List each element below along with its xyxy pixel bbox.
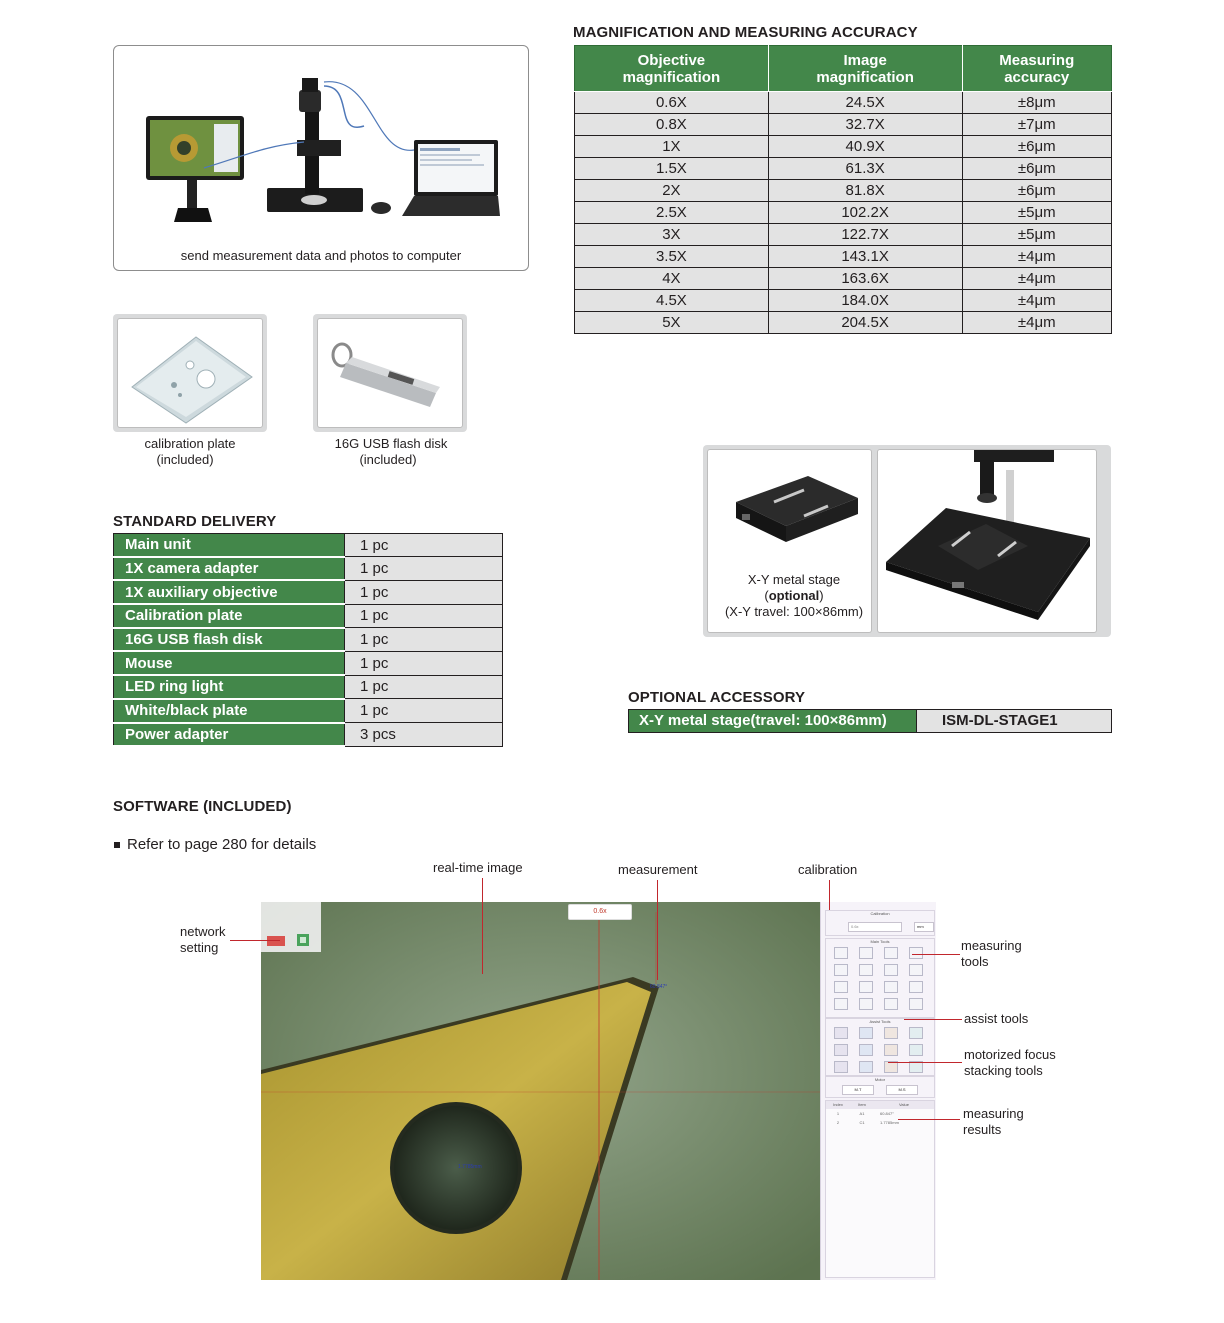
- motor-mt-button[interactable]: M.T: [842, 1085, 874, 1095]
- delivery-item-quantity: 1 pc: [345, 675, 503, 699]
- delivery-item-name: LED ring light: [114, 675, 345, 699]
- measuring-tool-button[interactable]: [834, 981, 848, 993]
- image-magnification-cell: 32.7X: [768, 114, 962, 136]
- optional-accessory-name: X-Y metal stage(travel: 100×86mm): [629, 710, 916, 732]
- results-row[interactable]: 1 A1 60.847°: [836, 1111, 894, 1116]
- optional-accessory-row: [628, 709, 1112, 733]
- assist-tools-section: [825, 1018, 935, 1076]
- mag-header-accuracy: Measuring accuracy: [962, 46, 1112, 92]
- delivery-row: [114, 723, 503, 747]
- delivery-item-quantity: 1 pc: [345, 628, 503, 652]
- xy-stage-caption-line1: X-Y metal stage: [747, 572, 841, 587]
- magnification-readout: 0.6x: [568, 904, 632, 920]
- assist-tool-button[interactable]: [909, 1044, 923, 1056]
- results-header-index: Index: [833, 1102, 843, 1107]
- calibration-select[interactable]: 0.6x: [848, 922, 902, 932]
- delivery-item-name: Mouse: [114, 651, 345, 675]
- image-magnification-cell: 102.2X: [768, 202, 962, 224]
- delivery-item-quantity: 1 pc: [345, 557, 503, 581]
- label-assist-tools: assist tools: [964, 1011, 1029, 1026]
- image-magnification-cell: 24.5X: [768, 92, 962, 114]
- magnification-table: [574, 45, 1112, 334]
- measuring-tool-button[interactable]: [884, 981, 898, 993]
- realtime-image: [261, 902, 821, 1280]
- standard-delivery-table: [113, 533, 503, 747]
- control-panel: [820, 902, 936, 1280]
- circle-value-label: 1.7785mm: [458, 1164, 482, 1170]
- image-magnification-cell: 122.7X: [768, 224, 962, 246]
- calibration-section-title: Calibration: [870, 911, 890, 916]
- calibration-plate-caption-line2: (included): [156, 452, 214, 467]
- magnification-row: [575, 136, 1112, 158]
- results-row[interactable]: 2 C1 1.7785mm: [836, 1120, 899, 1125]
- delivery-item-quantity: 1 pc: [345, 580, 503, 604]
- assist-tool-button[interactable]: [859, 1061, 873, 1073]
- assist-tool-button[interactable]: [834, 1027, 848, 1039]
- magnification-row: [575, 224, 1112, 246]
- measuring-accuracy-cell: ±4μm: [962, 290, 1112, 312]
- measuring-tool-button[interactable]: [909, 998, 923, 1010]
- calibration-plate-caption-line1: calibration plate: [144, 436, 236, 451]
- assist-tools-title: Assist Tools: [869, 1019, 891, 1024]
- measuring-accuracy-cell: ±7μm: [962, 114, 1112, 136]
- measuring-accuracy-cell: ±4μm: [962, 268, 1112, 290]
- calibration-plate-photo: [118, 319, 262, 427]
- magnification-row: [575, 114, 1112, 136]
- measuring-tool-button[interactable]: [834, 998, 848, 1010]
- delivery-item-name: Calibration plate: [114, 604, 345, 628]
- magnification-row: [575, 290, 1112, 312]
- delivery-item-quantity: 3 pcs: [345, 723, 503, 747]
- results-header-value: Value: [899, 1102, 909, 1107]
- magnification-row: [575, 180, 1112, 202]
- leader-realtime: [482, 878, 483, 974]
- delivery-item-name: 16G USB flash disk: [114, 628, 345, 652]
- measuring-tool-button[interactable]: [859, 964, 873, 976]
- results-header-row: [826, 1101, 934, 1109]
- magnification-row: [575, 202, 1112, 224]
- xy-stage-large-photo: [878, 450, 1096, 632]
- objective-magnification-cell: 0.8X: [575, 114, 769, 136]
- software-screenshot: [261, 902, 936, 1280]
- software-bullet: Refer to page 280 for details: [114, 836, 316, 853]
- xy-stage-caption-line3: (X-Y travel: 100×86mm): [724, 604, 864, 619]
- objective-magnification-cell: 4.5X: [575, 290, 769, 312]
- leader-measuring-results: [898, 1119, 960, 1120]
- delivery-item-name: White/black plate: [114, 699, 345, 723]
- measuring-tool-button[interactable]: [909, 947, 923, 959]
- objective-magnification-cell: 5X: [575, 312, 769, 334]
- measuring-tool-button[interactable]: [834, 947, 848, 959]
- magnification-row: [575, 268, 1112, 290]
- magnification-title: MAGNIFICATION AND MEASURING ACCURACY: [573, 24, 918, 41]
- measuring-accuracy-cell: ±5μm: [962, 202, 1112, 224]
- assist-tool-button[interactable]: [859, 1027, 873, 1039]
- assist-tool-button[interactable]: [884, 1027, 898, 1039]
- image-magnification-cell: 81.8X: [768, 180, 962, 202]
- image-magnification-cell: 184.0X: [768, 290, 962, 312]
- measuring-accuracy-cell: ±8μm: [962, 92, 1112, 114]
- measuring-tool-button[interactable]: [859, 981, 873, 993]
- xy-stage-caption: [708, 572, 872, 620]
- measuring-accuracy-cell: ±6μm: [962, 136, 1112, 158]
- image-magnification-cell: 143.1X: [768, 246, 962, 268]
- system-photo-frame: [113, 45, 529, 271]
- magnification-row: [575, 158, 1112, 180]
- results-header-item: Item: [858, 1102, 866, 1107]
- magnification-row: [575, 246, 1112, 268]
- objective-magnification-cell: 1.5X: [575, 158, 769, 180]
- delivery-item-quantity: 1 pc: [345, 604, 503, 628]
- measurement-value-label: 60.847°: [650, 984, 668, 990]
- assist-tool-button[interactable]: [834, 1061, 848, 1073]
- usb-flash-disk-caption-line2: (included): [359, 452, 417, 467]
- objective-magnification-cell: 3.5X: [575, 246, 769, 268]
- delivery-row: [114, 628, 503, 652]
- objective-magnification-cell: 0.6X: [575, 92, 769, 114]
- image-magnification-cell: 163.6X: [768, 268, 962, 290]
- leader-assist-tools: [904, 1019, 962, 1020]
- standard-delivery-title: STANDARD DELIVERY: [113, 513, 277, 530]
- measuring-accuracy-cell: ±6μm: [962, 180, 1112, 202]
- delivery-row: [114, 580, 503, 604]
- results-table: [825, 1100, 935, 1278]
- xy-stage-small-photo: [708, 450, 871, 560]
- bullet-square-icon: [114, 842, 120, 848]
- system-photo-caption: send measurement data and photos to computer: [180, 248, 462, 263]
- assist-tool-button[interactable]: [859, 1044, 873, 1056]
- usb-flash-disk-photo-frame: [313, 314, 467, 432]
- objective-magnification-cell: 3X: [575, 224, 769, 246]
- assist-tool-button[interactable]: [884, 1044, 898, 1056]
- delivery-item-name: 1X camera adapter: [114, 557, 345, 581]
- motor-title: Motor: [874, 1077, 886, 1082]
- delivery-item-name: Power adapter: [114, 723, 345, 747]
- system-photo: [114, 46, 528, 246]
- objective-magnification-cell: 1X: [575, 136, 769, 158]
- objective-magnification-cell: 2X: [575, 180, 769, 202]
- xy-stage-photo-frame: [703, 445, 1111, 637]
- measuring-tool-button[interactable]: [834, 964, 848, 976]
- measuring-tool-button[interactable]: [909, 964, 923, 976]
- delivery-item-quantity: 1 pc: [345, 651, 503, 675]
- measuring-tool-button[interactable]: [884, 998, 898, 1010]
- objective-magnification-cell: 2.5X: [575, 202, 769, 224]
- assist-tool-button[interactable]: [909, 1027, 923, 1039]
- delivery-item-quantity: 1 pc: [345, 699, 503, 723]
- optional-word: optional: [768, 588, 820, 603]
- leader-measuring-tools: [912, 954, 960, 955]
- delivery-row: [114, 534, 503, 557]
- software-title: SOFTWARE (INCLUDED): [113, 798, 292, 815]
- delivery-row: [114, 699, 503, 723]
- leader-calibration: [829, 880, 830, 910]
- delivery-item-quantity: 1 pc: [345, 534, 503, 557]
- label-realtime-image: real-time image: [433, 860, 523, 875]
- measuring-tool-button[interactable]: [884, 947, 898, 959]
- magnification-row: [575, 312, 1112, 334]
- calibration-section: [825, 910, 935, 936]
- delivery-row: [114, 675, 503, 699]
- mag-header-image: Image magnification: [768, 46, 962, 92]
- main-tools-title: Main Tools: [870, 939, 890, 944]
- calibration-plate-photo-frame: [113, 314, 267, 432]
- objective-magnification-cell: 4X: [575, 268, 769, 290]
- usb-flash-disk-photo: [318, 319, 462, 427]
- delivery-item-name: 1X auxiliary objective: [114, 580, 345, 604]
- measuring-accuracy-cell: ±4μm: [962, 246, 1112, 268]
- measuring-accuracy-cell: ±4μm: [962, 312, 1112, 334]
- label-measuring-results: measuring results: [963, 1106, 1024, 1137]
- calibration-plate-caption: [113, 436, 267, 468]
- measuring-tool-button[interactable]: [859, 947, 873, 959]
- delivery-item-name: Main unit: [114, 534, 345, 557]
- delivery-row: [114, 557, 503, 581]
- assist-tool-button[interactable]: [834, 1044, 848, 1056]
- image-magnification-cell: 40.9X: [768, 136, 962, 158]
- image-magnification-cell: 61.3X: [768, 158, 962, 180]
- motor-ms-button[interactable]: M.S: [886, 1085, 918, 1095]
- motor-section: [825, 1076, 935, 1098]
- label-motorized-focus: motorized focus stacking tools: [964, 1047, 1056, 1078]
- label-network-setting: network setting: [180, 924, 226, 955]
- usb-flash-disk-caption: [313, 436, 457, 468]
- xy-stage-caption-line2: (optional): [764, 588, 824, 603]
- mag-header-objective: Objective magnification: [575, 46, 769, 92]
- main-tools-section: [825, 938, 935, 1018]
- delivery-row: [114, 651, 503, 675]
- measuring-tool-button[interactable]: [884, 964, 898, 976]
- measuring-accuracy-cell: ±5μm: [962, 224, 1112, 246]
- measuring-tool-button[interactable]: [909, 981, 923, 993]
- image-magnification-cell: 204.5X: [768, 312, 962, 334]
- magnification-row: [575, 92, 1112, 114]
- measuring-tool-button[interactable]: [859, 998, 873, 1010]
- usb-flash-disk-caption-line1: 16G USB flash disk: [334, 436, 448, 451]
- optional-accessory-code: ISM-DL-STAGE1: [916, 710, 1111, 732]
- label-calibration: calibration: [798, 862, 858, 877]
- measuring-accuracy-cell: ±6μm: [962, 158, 1112, 180]
- magnification-table-body: [575, 92, 1112, 334]
- standard-delivery-table-body: [114, 534, 503, 747]
- optional-accessory-title: OPTIONAL ACCESSORY: [628, 689, 806, 706]
- leader-measurement: [657, 880, 658, 980]
- leader-network: [230, 940, 280, 941]
- leader-motorized-focus: [888, 1062, 962, 1063]
- label-measurement: measurement: [618, 862, 698, 877]
- label-measuring-tools: measuring tools: [961, 938, 1022, 969]
- unit-select[interactable]: mm: [914, 922, 934, 932]
- delivery-row: [114, 604, 503, 628]
